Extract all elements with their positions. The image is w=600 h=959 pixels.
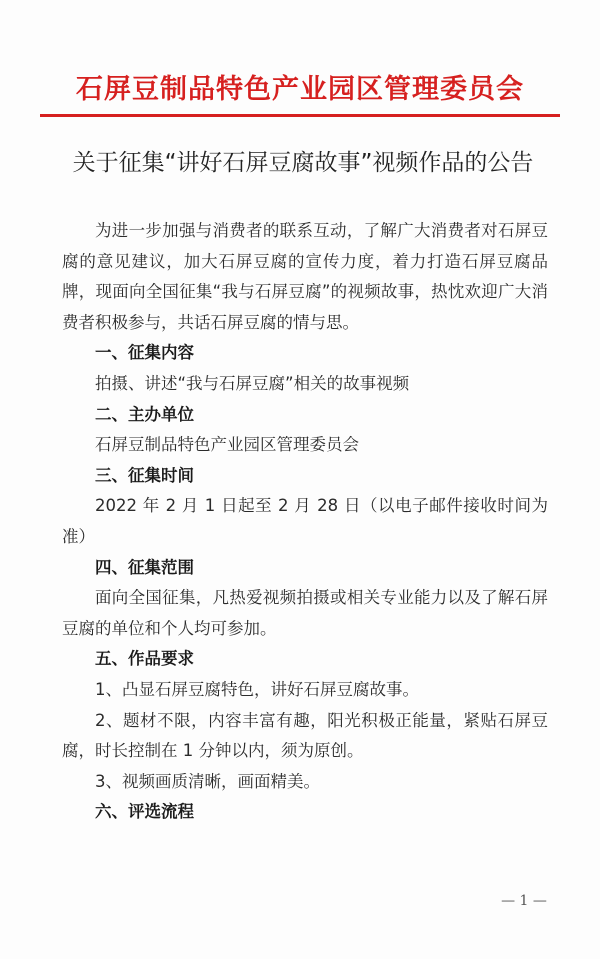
- section-heading-selection: 六、评选流程: [95, 802, 194, 822]
- section-heading-period: 三、征集时间: [95, 465, 194, 485]
- section-heading-scope: 四、征集范围: [95, 557, 194, 577]
- section-paragraph: 石屏豆制品特色产业园区管理委员会: [95, 435, 359, 455]
- requirement-item: 3、视频画质清晰，画面精美。: [95, 771, 320, 791]
- section-paragraph: 2022 年 2 月 1 日起至 2 月 28 日（以电子邮件接收时间为准）: [62, 496, 548, 546]
- section-paragraph: 面向全国征集，凡热爱视频拍摄或相关专业能力以及了解石屏豆腐的单位和个人均可参加。: [62, 588, 548, 638]
- announcement-title: 关于征集“讲好石屏豆腐故事”视频作品的公告: [72, 150, 534, 176]
- requirement-item: 1、凸显石屏豆腐特色，讲好石屏豆腐故事。: [95, 679, 419, 699]
- intro-paragraph: 为进一步加强与消费者的联系互动，了解广大消费者对石屏豆腐的意见建议，加大石屏豆腐的宣传力度，着力打造石屏豆腐品牌，现面向全国征集“我与石屏豆腐”的视频故事，热忱欢迎广大消费者积极参与，共话石屏豆腐的情与思。: [62, 221, 548, 332]
- section-paragraph: 拍摄、讲述“我与石屏豆腐”相关的故事视频: [95, 373, 410, 393]
- issuing-organization-header: 石屏豆制品特色产业园区管理委员会: [76, 74, 524, 105]
- page-number: — 1 —: [501, 893, 547, 909]
- section-heading-organizer: 二、主办单位: [95, 404, 194, 424]
- requirement-item: 2、题材不限，内容丰富有趣，阳光积极正能量，紧贴石屏豆腐，时长控制在 1 分钟以内，须为原创。: [62, 710, 548, 761]
- section-heading-content: 一、征集内容: [95, 343, 194, 363]
- red-header-rule: [40, 114, 560, 117]
- section-heading-requirements: 五、作品要求: [95, 649, 194, 669]
- announcement-body: [62, 216, 548, 828]
